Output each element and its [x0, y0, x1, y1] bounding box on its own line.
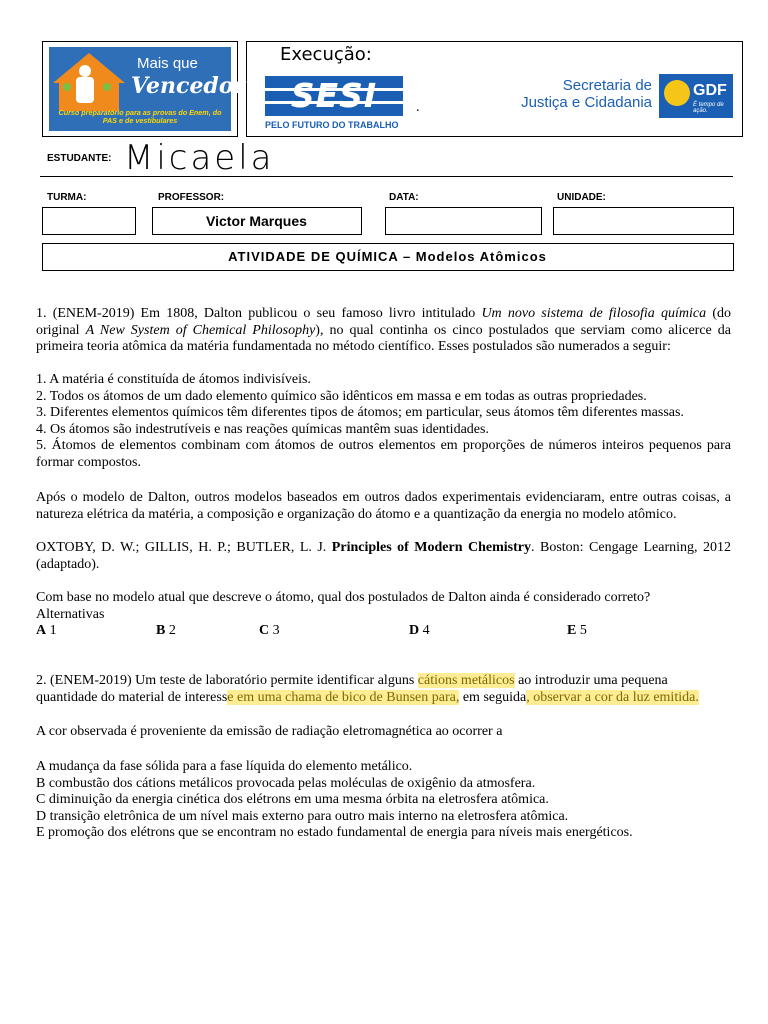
professor-label: PROFESSOR:	[158, 192, 225, 203]
gdf-name: GDF	[693, 82, 727, 99]
q2-option-e[interactable]: E promoção dos elétrons que se encontram no estado fundamental de energia para níveis mais energéticos.	[36, 825, 633, 840]
q1-reference: OXTOBY, D. W.; GILLIS, H. P.; BUTLER, L. J. Principles of Modern Chemistry. Boston: Cengage Learning, 2012 (adaptado).	[36, 540, 732, 572]
q2-option-d[interactable]: D transição eletrônica de um nível mais externo para outro mais interno na eletrosfera atômica.	[36, 808, 569, 824]
postulate-1: 1. A matéria é constituída de átomos indivisíveis.	[36, 372, 311, 387]
page-title: ATIVIDADE DE QUÍMICA – Modelos Atômicos	[228, 249, 547, 264]
turma-field[interactable]	[42, 207, 136, 235]
postulate-5: 5. Átomos de elementos combinam com átomos de outros elementos em proporções de números inteiros pequenos para formar compostos.	[36, 438, 731, 470]
secretaria-line1: Secretaria de	[562, 77, 652, 94]
highlight-1: cátions metálicos	[417, 673, 515, 688]
alternative-d[interactable]: D 4	[409, 623, 430, 638]
sesi-logo	[265, 76, 403, 116]
execucao-label: Execução:	[280, 44, 372, 65]
professor-value: Victor Marques	[206, 213, 307, 229]
data-field[interactable]	[385, 207, 542, 235]
gdf-logo	[659, 74, 733, 118]
turma-label: TURMA:	[47, 192, 87, 203]
data-label: DATA:	[389, 192, 419, 203]
q2-options	[36, 759, 731, 842]
q2-option-c[interactable]: C diminuição da energia cinética dos elétrons em uma mesma órbita na eletrosfera atômica.	[36, 792, 549, 807]
postulate-3: 3. Diferentes elementos químicos têm diferentes tipos de átomos; em particular, seus átomos têm diferentes massas.	[36, 405, 684, 420]
q1-after: Após o modelo de Dalton, outros modelos baseados em outros dados experimentais evidenciaram, entre outras coisas, a natureza elétrica da matéria, a composição e organização do átomo e a quantização da energia no modelo atômico.	[36, 490, 731, 522]
sesi-slogan: PELO FUTURO DO TRABALHO	[265, 120, 399, 130]
unidade-label: UNIDADE:	[557, 192, 606, 203]
alternatives-label: Alternativas	[36, 607, 105, 622]
logo-line1: Mais que	[137, 55, 198, 72]
gdf-slogan: É tempo de ação.	[693, 102, 724, 114]
highlight-2: e em uma chama de bico de Bunsen para,	[227, 689, 460, 705]
mais-que-vencedor-logo	[49, 47, 246, 131]
alternative-b[interactable]: B 2	[156, 623, 176, 638]
unidade-field[interactable]	[553, 207, 734, 235]
logo-tagline: Curso preparatório para as provas do Enem, do PAS e de vestibulares	[58, 108, 222, 125]
q1-postulates	[36, 372, 731, 471]
q1-question: Com base no modelo atual que descreve o átomo, qual dos postulados de Dalton ainda é considerado correto?	[36, 590, 651, 605]
estudante-label: ESTUDANTE:	[47, 153, 112, 164]
q1-intro: 1. (ENEM-2019) Em 1808, Dalton publicou o seu famoso livro intitulado Um novo sistema de filosofia química (do original A New System of Chemical Philosophy), no qual continha os cinco postulados que serviam como alicerce da primeira teoria atômica da matéria fundamentada no método científico. Esses postulados são numerados a seguir:	[36, 306, 732, 354]
highlight-3: , observar a cor da luz emitida.	[526, 689, 699, 705]
postulate-4: 4. Os átomos são indestrutíveis e nas reações químicas mantêm suas identidades.	[36, 421, 489, 437]
divider	[40, 176, 733, 177]
q2-intro: 2. (ENEM-2019) Um teste de laboratório permite identificar alguns cátions metálicos ao introduzir uma pequena quantidade do material de interesse em uma chama de bico de Bunsen para, em seguida, observar a cor da luz emitida.	[36, 673, 699, 705]
postulate-2: 2. Todos os átomos de um dado elemento químico são idênticos em massa e em todas as outras propriedades.	[36, 388, 647, 404]
logo-line2: Vencedor	[131, 73, 246, 99]
sesi-name: SESI	[290, 76, 378, 115]
q2-stem: A cor observada é proveniente da emissão de radiação eletromagnética ao ocorrer a	[36, 724, 503, 739]
q2-option-b[interactable]: B combustão dos cátions metálicos provocada pelas moléculas de oxigênio da atmosfera.	[36, 775, 536, 791]
q2-option-a[interactable]: A mudança da fase sólida para a fase líquida do elemento metálico.	[36, 759, 413, 774]
sun-icon	[664, 80, 690, 106]
estudante-signature: Micaela	[124, 138, 275, 178]
secretaria-line2: Justiça e Cidadania	[521, 94, 652, 111]
secretaria-logo	[510, 77, 652, 111]
alternative-c[interactable]: C 3	[259, 623, 280, 638]
alternative-a[interactable]: A 1	[36, 623, 57, 638]
alternative-e[interactable]: E 5	[567, 623, 587, 638]
person-icon	[79, 65, 91, 77]
